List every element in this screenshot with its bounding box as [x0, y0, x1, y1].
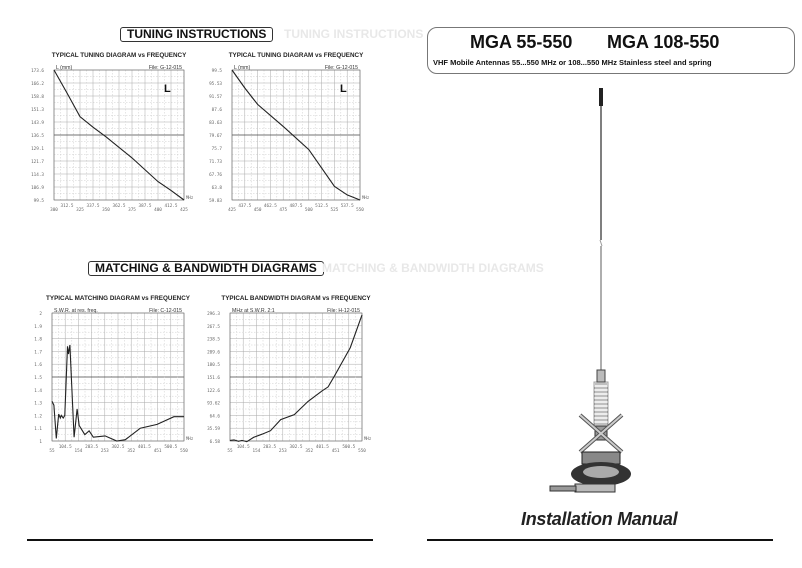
y-tick-label: 1: [39, 440, 42, 445]
y-tick-label: 114.3: [31, 173, 44, 178]
y-axis-label: L (mm): [234, 65, 251, 71]
x-tick-label: 450: [253, 208, 262, 213]
x-tick-label: 401.5: [315, 445, 329, 450]
model-name-b: MGA 108-550: [607, 32, 720, 52]
y-tick-label: 1.5: [34, 376, 42, 381]
y-tick-label: 59.83: [209, 199, 222, 204]
file-code: File: G-12-015: [148, 65, 182, 71]
y-tick-label: 83.63: [209, 121, 222, 126]
x-tick-label: 400: [154, 208, 162, 213]
y-tick-label: 64.6: [209, 414, 220, 420]
y-tick-label: 106.9: [31, 186, 44, 191]
x-tick-label: 352: [305, 449, 314, 454]
x-tick-label: 451: [331, 449, 340, 454]
y-tick-label: 6.58: [209, 440, 220, 445]
section-heading-matching: MATCHING & BANDWIDTH DIAGRAMS: [88, 261, 324, 276]
y-tick-label: 173.6: [31, 69, 44, 74]
x-tick-label: 55: [227, 449, 233, 454]
x-tick-label: 387.5: [138, 204, 152, 209]
file-code: File: C-12-015: [149, 308, 182, 314]
y-tick-label: 79.67: [209, 134, 222, 139]
antenna-mount: [550, 415, 631, 492]
chart-title: TYPICAL TUNING DIAGRAM vs FREQUENCY: [228, 52, 364, 59]
x-tick-label: 500.5: [164, 445, 178, 450]
x-tick-label: 104.5: [236, 445, 250, 450]
section-ghost-matching: MATCHING & BANDWIDTH DIAGRAMS: [322, 261, 544, 275]
y-tick-label: 91.57: [209, 95, 222, 100]
y-tick-label: 87.6: [211, 108, 222, 113]
y-tick-label: 209.6: [207, 350, 220, 356]
x-tick-label: 451: [153, 449, 162, 454]
x-tick-label: 302.5: [111, 445, 125, 450]
x-tick-label: 203.5: [263, 445, 277, 450]
y-axis-label: S.W.R. at res. freq.: [54, 308, 98, 314]
y-tick-label: 151.3: [31, 108, 44, 113]
y-tick-label: 151.6: [207, 376, 220, 381]
installation-manual-title: Installation Manual: [521, 509, 678, 529]
x-tick-label: 525: [330, 208, 339, 213]
product-subtitle: VHF Mobile Antennas 55...550 MHz or 108...550 MHz Stainless steel and spring: [433, 58, 712, 67]
x-tick-label: 512.5: [315, 204, 329, 209]
x-unit-label: MHz: [186, 436, 194, 441]
y-axis-label: L (mm): [56, 65, 73, 71]
chart-2: [209, 52, 370, 213]
x-tick-label: 350: [102, 208, 110, 213]
y-tick-label: 129.1: [31, 147, 44, 152]
y-tick-label: 267.5: [207, 324, 220, 330]
chart-4: [207, 295, 372, 454]
x-tick-label: 302.5: [289, 445, 303, 450]
y-tick-label: 166.2: [31, 82, 44, 87]
section-heading-tuning: TUNING INSTRUCTIONS: [120, 27, 273, 42]
x-tick-label: 437.5: [238, 204, 252, 209]
x-tick-label: 550: [180, 449, 188, 454]
y-tick-label: 296.3: [207, 312, 220, 317]
y-tick-label: 99.5: [33, 199, 44, 204]
y-tick-label: 95.53: [209, 82, 222, 87]
right-footer-rule: [427, 539, 773, 541]
x-tick-label: 55: [49, 449, 55, 454]
y-tick-label: 99.5: [211, 69, 222, 74]
x-tick-label: 500.5: [342, 445, 356, 450]
x-tick-label: 425: [180, 208, 188, 213]
x-tick-label: 475: [279, 208, 288, 213]
y-tick-label: 35.59: [207, 427, 220, 433]
x-tick-label: 337.5: [86, 204, 100, 209]
chart-1: [31, 52, 194, 213]
section-ghost-tuning: TUNING INSTRUCTIONS: [284, 27, 424, 41]
x-tick-label: 312.5: [60, 204, 74, 209]
x-tick-label: 352: [127, 449, 136, 454]
x-tick-label: 325: [76, 208, 84, 213]
chart-title: TYPICAL MATCHING DIAGRAM vs FREQUENCY: [46, 295, 190, 302]
y-tick-label: 238.5: [207, 337, 220, 343]
y-tick-label: 180.5: [207, 363, 220, 369]
model-name-a: MGA 55-550: [470, 32, 573, 52]
y-tick-label: 136.5: [31, 134, 44, 139]
chart-title: TYPICAL TUNING DIAGRAM vs FREQUENCY: [51, 52, 187, 59]
antenna-illustration: [540, 80, 670, 505]
y-tick-label: 93.62: [207, 401, 220, 407]
x-tick-label: 487.5: [289, 204, 303, 209]
y-tick-label: 1.4: [34, 388, 42, 394]
x-tick-label: 362.5: [112, 204, 126, 209]
y-tick-label: 67.76: [209, 173, 222, 178]
y-axis-label: MHz at S.W.R. 2:1: [232, 308, 275, 314]
y-tick-label: 1.8: [34, 337, 42, 343]
x-tick-label: 500: [304, 208, 313, 213]
chart-3: [34, 295, 194, 454]
y-tick-label: 1.3: [34, 401, 42, 407]
antenna-spring: [594, 370, 608, 426]
y-tick-label: 1.1: [34, 427, 42, 433]
badge-label: L: [164, 83, 171, 95]
x-tick-label: 253: [100, 449, 109, 454]
x-tick-label: 203.5: [85, 445, 99, 450]
x-tick-label: 425: [228, 208, 236, 213]
badge-label: L: [340, 83, 347, 95]
y-tick-label: 143.9: [31, 121, 44, 126]
x-unit-label: MHz: [362, 195, 370, 200]
x-tick-label: 537.5: [340, 204, 354, 209]
x-tick-label: 550: [356, 208, 364, 213]
x-unit-label: MHz: [186, 195, 194, 200]
x-tick-label: 412.5: [164, 204, 178, 209]
y-tick-label: 75.7: [211, 147, 222, 152]
x-unit-label: MHz: [364, 436, 372, 441]
y-tick-label: 63.8: [211, 186, 222, 191]
file-code: File: H-12-015: [327, 308, 360, 314]
chart-title: TYPICAL BANDWIDTH DIAGRAM vs FREQUENCY: [221, 295, 371, 302]
file-code: File: G-12-015: [324, 65, 358, 71]
left-footer-rule: [27, 539, 373, 541]
x-tick-label: 154: [252, 449, 261, 454]
x-tick-label: 375: [128, 208, 136, 213]
x-tick-label: 401.5: [137, 445, 151, 450]
y-tick-label: 1.6: [34, 363, 42, 369]
y-tick-label: 1.7: [34, 350, 42, 356]
x-tick-label: 462.5: [263, 204, 277, 209]
y-tick-label: 1.9: [34, 324, 42, 330]
y-tick-label: 2: [39, 312, 42, 317]
x-tick-label: 300: [50, 208, 58, 213]
x-tick-label: 253: [278, 449, 287, 454]
y-tick-label: 71.73: [209, 160, 222, 165]
x-tick-label: 154: [74, 449, 83, 454]
x-tick-label: 550: [358, 449, 366, 454]
antenna-whip: [599, 88, 603, 370]
y-tick-label: 158.8: [31, 95, 44, 100]
x-tick-label: 104.5: [58, 445, 72, 450]
y-tick-label: 122.6: [207, 388, 220, 394]
y-tick-label: 1.2: [34, 414, 42, 420]
y-tick-label: 121.7: [31, 160, 44, 165]
